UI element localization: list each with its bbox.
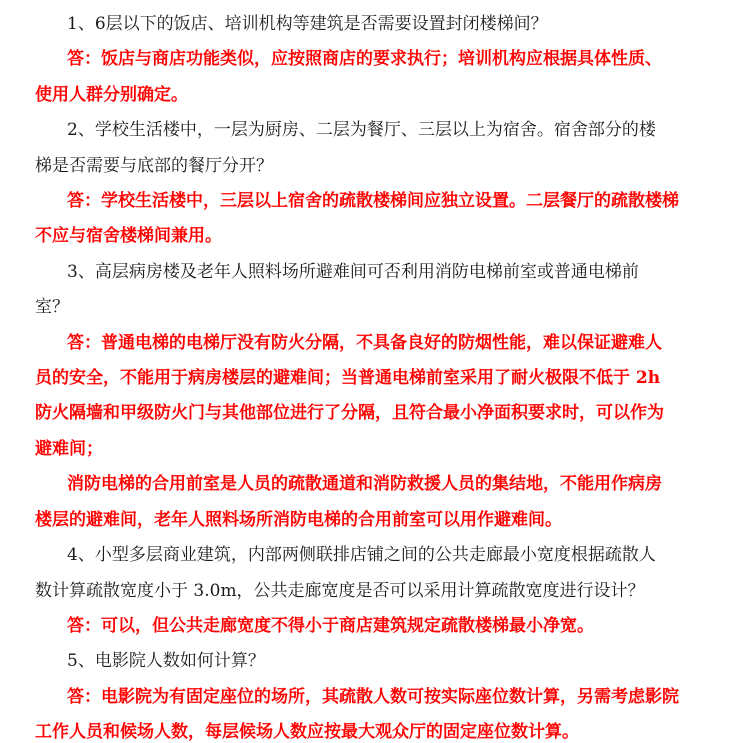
answer-2-line-1: 答：学校生活楼中，三层以上宿舍的疏散楼梯间应独立设置。二层餐厅的疏散楼梯 [67,191,679,211]
question-4-line-1: 4、小型多层商业建筑，内部两侧联排店铺之间的公共走廊最小宽度根据疏散人 [67,545,656,565]
answer-3-line-5: 消防电梯的合用前室是人员的疏散通道和消防救援人员的集结地，不能用作病房 [67,474,662,494]
answer-5-line-1: 答：电影院为有固定座位的场所，其疏散人数可按实际座位数计算，另需考虑影院 [67,687,679,707]
question-3-line-2: 室？ [35,297,69,317]
answer-4-line-1: 答：可以，但公共走廊宽度不得小于商店建筑规定疏散楼梯最小净宽。 [67,616,594,636]
question-3-line-1: 3、高层病房楼及老年人照料场所避难间可否利用消防电梯前室或普通电梯前 [67,262,639,282]
question-5-line-1: 5、电影院人数如何计算？ [67,651,265,671]
answer-3-line-6: 楼层的避难间，老年人照料场所消防电梯的合用前室可以用作避难间。 [35,510,562,530]
answer-1-line-2: 使用人群分别确定。 [35,85,188,105]
answer-3-line-3: 防火隔墙和甲级防火门与其他部位进行了分隔，且符合最小净面积要求时，可以作为 [35,403,664,423]
answer-3-line-1: 答：普通电梯的电梯厅没有防火分隔，不具备良好的防烟性能，难以保证避难人 [67,333,662,353]
question-2-line-2: 梯是否需要与底部的餐厅分开？ [35,156,273,176]
question-4-line-2: 数计算疏散宽度小于 3.0m，公共走廊宽度是否可以采用计算疏散宽度进行设计？ [35,581,645,601]
question-2-line-1: 2、学校生活楼中，一层为厨房、二层为餐厅、三层以上为宿舍。宿舍部分的楼 [67,120,656,140]
answer-5-line-2: 工作人员和候场人数，每层候场人数应按最大观众厅的固定座位数计算。 [35,722,579,742]
answer-3-line-2: 员的安全，不能用于病房楼层的避难间；当普通电梯前室采用了耐火极限不低于 2h [35,368,661,388]
answer-3-line-4: 避难间； [35,439,103,459]
answer-2-line-2: 不应与宿舍楼梯间兼用。 [35,226,222,246]
question-1-line-1: 1、6层以下的饭店、培训机构等建筑是否需要设置封闭楼梯间？ [67,14,548,34]
answer-1-line-1: 答：饭店与商店功能类似，应按照商店的要求执行；培训机构应根据具体性质、 [67,49,662,69]
